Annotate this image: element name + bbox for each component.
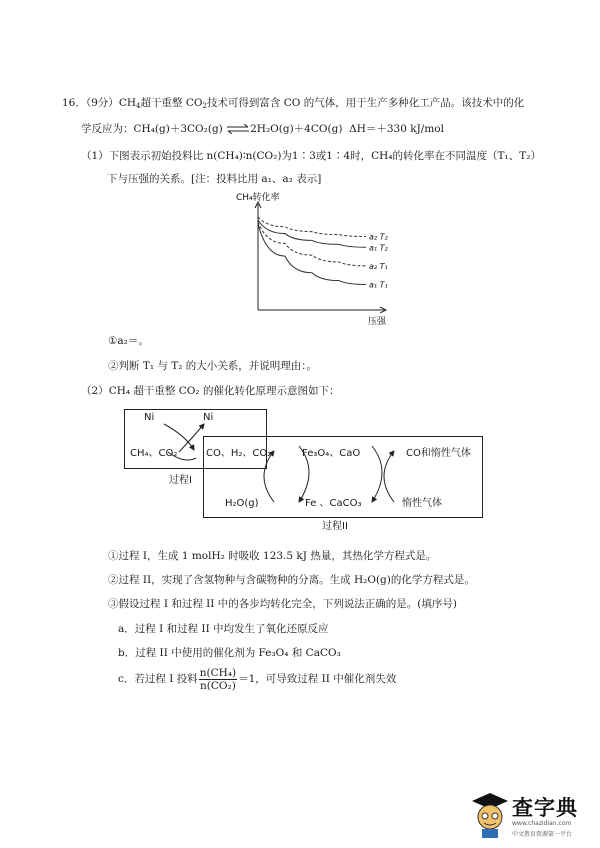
series-label-4: a₁ T₁: [369, 280, 388, 290]
part2-q1: ①过程 I，生成 1 molH₂ 时吸收 123.5 kJ 热量，其热化学方程式是。: [108, 550, 437, 562]
part1-line-1: [81, 149, 541, 163]
option-c-post: ＝1，可导致过程 II 中催化剂失效: [238, 673, 397, 685]
process2-arrow-right: [372, 446, 382, 502]
option-b: b．过程 II 中使用的催化剂为 Fe₃O₄ 和 CaCO₃: [118, 647, 341, 659]
conversion-chart: [230, 192, 400, 332]
reaction-line: [81, 122, 444, 136]
series-line-2: [258, 220, 366, 247]
logo-url: www.chazidian.com: [512, 820, 572, 827]
question-number: 16．: [62, 97, 86, 109]
option-a: a．过程 I 和过程 II 中均发生了氧化还原反应: [118, 623, 329, 635]
option-c-numerator: n(CH₄): [199, 666, 237, 679]
series-line-4: [258, 224, 366, 285]
part2-q2: ②过程 II，实现了含氢物种与含碳物种的分离。生成 H₂O(g)的化学方程式是。: [108, 574, 475, 586]
equilibrium-arrow-icon: [226, 124, 250, 134]
diagram-process2-label: 过程II: [322, 521, 348, 532]
graduate-mascot-icon: [470, 790, 510, 840]
process1-arrow-2: [179, 424, 204, 452]
series-line-1: [258, 217, 366, 237]
option-c: [118, 666, 396, 692]
logo-slogan: 中文教育资源第一平台: [512, 831, 573, 838]
logo-name: 查字典: [512, 796, 578, 820]
diagram-process1-label: 过程I: [169, 475, 192, 486]
part1-q1: ①a₂＝。: [108, 335, 149, 347]
diagram-ni-out: Ni: [203, 412, 214, 423]
y-axis-label: CH₄转化率: [236, 193, 280, 203]
diagram-reactants: CH₄、CO₂: [130, 448, 178, 459]
part1-q2: ②判断 T₁ 与 T₂ 的大小关系，并说明理由：。: [108, 360, 318, 372]
question-intro-3: 技术可得到富含 CO 的气体，用于生产多种化工产品。该技术中的化: [206, 97, 525, 109]
diagram-water: H₂O(g): [225, 498, 259, 509]
part2-label: （2）: [81, 385, 109, 397]
series-label-2: a₁ T₂: [369, 243, 388, 253]
series-label-3: a₂ T₁: [369, 261, 388, 271]
diagram-ni-in: Ni: [144, 412, 155, 423]
diagram-inert: 惰性气体: [402, 498, 442, 509]
part1-line-2: [107, 172, 321, 186]
reaction-lhs: CH₄(g)＋3CO₂(g): [133, 123, 223, 135]
question-points: （9分）: [85, 97, 119, 109]
option-c-fraction: [199, 667, 237, 692]
x-axis-label: 压强: [368, 317, 387, 327]
process2-arrow-right-2: [384, 451, 394, 502]
diagram-products: CO、H₂、CO₂: [206, 448, 272, 459]
part2-intro: [81, 384, 339, 398]
diagram-fe-caco3: Fe 、CaCO₃: [305, 498, 362, 509]
series-label-1: a₂ T₂: [369, 232, 388, 242]
question-line-1: 16．（9分）$CH_4$超干重整 $CO_2$技术可得到富含 CO 的气体，用于生产多种化工产品。该技术中的化: [62, 97, 525, 110]
part1-text-b: 下与压强的关系。[注：投料比用 a₁、a₂ 表示]: [107, 173, 322, 185]
part2-text: CH₄ 超干重整 CO₂ 的催化转化原理示意图如下：: [108, 385, 340, 397]
diagram-co-inert: CO和惰性气体: [406, 448, 471, 459]
option-c-denominator: n(CO₂): [199, 679, 236, 692]
question-intro-2: 超干重整 CO: [140, 97, 203, 109]
part1-text-a: 下图表示初始投料比: [108, 150, 207, 162]
option-c-pre: c．若过程 I 投料: [118, 673, 198, 685]
diagram-fe-cao: Fe₃O₄、CaO: [302, 448, 361, 459]
question-intro: CH: [118, 97, 137, 109]
part1-ratio: n(CH₄)∶n(CO₂)为1∶3或1∶4时，CH₄的转化率在不同温度（T₁、T₂）: [206, 150, 541, 162]
delta-h: ΔH＝＋330 kJ/mol: [349, 123, 444, 135]
logo: [470, 790, 590, 842]
reaction-rhs: 2H₂O(g)＋4CO(g): [250, 123, 343, 135]
reaction-prefix: 学反应为：: [81, 123, 134, 135]
part2-q3: ③假设过程 I 和过程 II 中的各步均转化完全，下列说法正确的是。(填序号): [108, 598, 457, 610]
part1-label: （1）: [81, 150, 109, 162]
series-line-3: [258, 222, 366, 266]
